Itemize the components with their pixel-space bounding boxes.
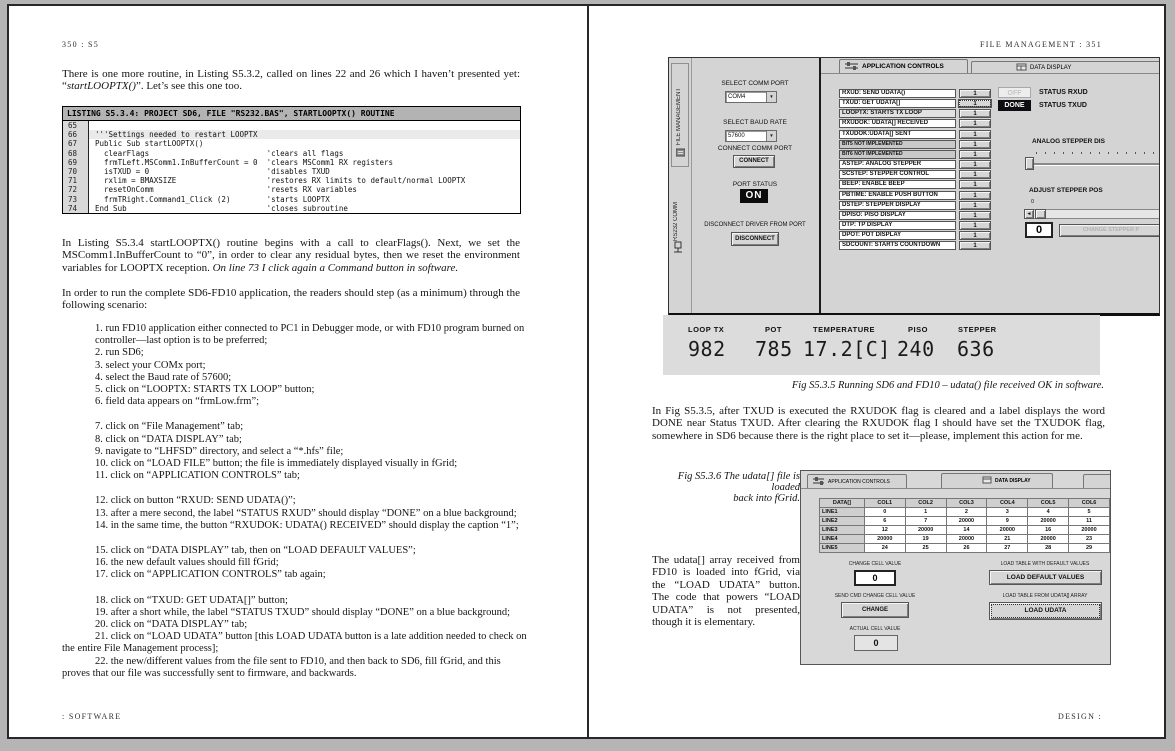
code-line [63,149,520,158]
grid-cell[interactable]: 20000 [946,517,987,526]
command-toggle-button[interactable]: 1 [959,180,991,189]
list-item: 6. field data appears on “frmLow.frm”; [95,396,260,408]
command-label-box: BEEP: ENABLE BEEP [839,180,956,189]
stepper-value: 636 [957,337,995,361]
list-item: 18. click on “TXUD: GET UDATA[]” button; [95,594,288,606]
grid-cell[interactable]: 2 [946,508,987,517]
chevron-down-icon[interactable]: ▼ [766,131,776,141]
right-paragraph-1: In Fig S5.3.5, after TXUD is executed the RXUDOK flag is cleared and a label displays the word DONE near Status TXUD. After clearing the RXUDOK flag I should have set the TXUDOK flag, somewhere in SD6 because there is the right place to set it—please, implement this action for me. [652,405,1105,442]
list-item: 11. click on “APPLICATION CONTROLS” tab; [95,470,300,482]
grid-header-cell: COL5 [1028,499,1069,508]
adjust-stepper-position-label: ADJUST STEPPER POS [1029,187,1103,194]
grid-cell[interactable]: 9 [987,517,1028,526]
list-item: 3. select your COMx port; [95,359,206,371]
grid-cell[interactable]: 3 [987,508,1028,517]
command-toggle-button[interactable]: 1 [959,170,991,179]
application-controls-panel [821,58,1159,313]
tab-data-display-label: DATA DISPLAY [995,478,1031,484]
grid-cell[interactable]: 20000 [946,535,987,544]
grid-row [820,544,1110,553]
command-label-box: RXUD: SEND UDATA() [839,89,956,98]
port-status-label: PORT STATUS [732,181,778,188]
grid-header-cell: COL1 [864,499,905,508]
grid-cell[interactable]: 20000 [864,535,905,544]
tab-stub [1083,474,1111,488]
command-toggle-button[interactable]: 1 [959,211,991,220]
list-item: 14. in the same time, the button “RXUDOK: UDATA() RECEIVED” should display the caption “1”; [95,519,519,531]
paragraph-2-italic: On line 73 I click again a Command button in software. [212,261,459,274]
grid-cell[interactable]: 1 [905,508,946,517]
left-page-header: 350 : S5 [62,40,100,49]
code-listing [62,106,521,214]
load-default-values-label: LOAD TABLE WITH DEFAULT VALUES [1000,561,1090,567]
command-toggle-button[interactable]: 1 [959,150,991,159]
side-tab-strip [669,58,692,313]
list-item: 4. select the Baud rate of 57600; [95,371,232,383]
analog-stepper-ticks [1036,152,1159,154]
grid-cell[interactable]: 16 [1028,526,1069,535]
command-toggle-button[interactable]: 1 [959,119,991,128]
change-cell-value-label: CHANGE CELL VALUE [848,561,902,567]
tab-bar-line [821,73,1159,74]
baud-rate-combobox[interactable] [725,130,777,142]
code-text: isTXUD = 0 'disables TXUD [95,166,330,176]
grid-cell[interactable]: 20000 [1028,517,1069,526]
fgrid-table [819,498,1110,553]
tab-application-controls-label: APPLICATION CONTROLS [862,63,944,70]
scrollbar-thumb[interactable] [1035,209,1046,219]
tab-data-display[interactable] [941,473,1053,488]
analog-stepper-slider[interactable] [1025,163,1159,166]
list-item: 21. click on “LOAD UDATA” button [this LOAD UDATA button is a late addition needed to check on the entire File Management process]; [62,631,527,655]
command-toggle-button[interactable]: 1 [959,109,991,118]
line-number: 66 [63,130,89,139]
pot-label: POT [765,325,782,334]
disconnect-button[interactable]: DISCONNECT [731,232,779,246]
command-toggle-button[interactable]: 1 [959,231,991,240]
command-toggle-button[interactable]: 1 [959,191,991,200]
fig2-caption-line1: Fig S5.3.6 The udata[] file is loaded [677,471,800,493]
grid-cell[interactable]: 27 [987,544,1028,553]
step-group [62,594,528,680]
line-number: 70 [63,167,89,176]
code-line [63,130,520,139]
pot-value: 785 [755,337,793,361]
list-item: 5. click on “LOOPTX: STARTS TX LOOP” button; [95,384,315,396]
status-txud-label: STATUS TXUD [1039,102,1087,109]
side-tab-file-management-label: FILE MANAGEMENT [676,88,682,146]
command-label-box: TXUDOK:UDATA[] SENT [839,130,956,139]
list-item: 7. click on “File Management” tab; [95,421,244,433]
listing-title: LISTING S5.3.4: PROJECT SD6, FILE "RS232.BAS", STARTLOOPTX() ROUTINE [62,106,521,121]
list-item: 17. click on “APPLICATION CONTROLS” tab again; [95,569,326,581]
load-default-values-button[interactable]: LOAD DEFAULT VALUES [989,570,1102,585]
side-tab-file-management[interactable] [671,63,689,167]
baud-rate-value: 57600 [728,133,745,139]
list-item: 12. click on button “RXUD: SEND UDATA()”; [95,495,296,507]
connect-button[interactable]: CONNECT [733,155,775,168]
app-controls-tab-icon [844,61,859,72]
load-udata-button[interactable]: LOAD UDATA [989,602,1102,620]
grid-row-label: LINE2 [820,517,865,526]
line-number: 67 [63,139,89,148]
grid-cell[interactable]: 11 [1069,517,1110,526]
code-line [63,185,520,194]
status-rxud-value: OFF [998,87,1031,98]
step-group [95,495,528,532]
list-item: 8. click on “DATA DISPLAY” tab; [95,433,242,445]
command-toggle-button[interactable]: 1 [959,89,991,98]
list-item: 16. the new default values should fill fGrid; [95,557,279,569]
list-item: 20. click on “DATA DISPLAY” tab; [95,619,248,631]
line-number: 74 [63,204,89,213]
list-item: 22. the new/different values from the file sent to FD10, and then back to SD6, fill fGrid, and this proves that our file was successfully sent to firmware, and backwards. [62,655,501,679]
comm-port-combobox[interactable] [725,91,777,103]
command-label-box: ASTEP: ANALOG STEPPER [839,160,956,169]
page-divider [587,6,589,737]
list-item: 10. click on “LOAD FILE” button; the file is immediately displayed visually in fGrid; [95,458,458,470]
code-text: frmTRight.Command1_Click (2) 'starts LOOPTX [95,194,330,204]
paragraph-2 [62,237,520,274]
fig2-caption-line2: back into fGrid. [733,493,800,504]
grid-cell[interactable]: 23 [1069,535,1110,544]
select-baud-rate-label: SELECT BAUD RATE [723,119,787,126]
list-item: 2. run SD6; [95,347,144,359]
grid-row-label: LINE4 [820,535,865,544]
temperature-value: 17.2[C] [803,337,891,361]
line-number: 65 [63,121,89,130]
actual-cell-value-label: ACTUAL CELL VALUE [849,626,901,632]
command-label-box: BIT5 NOT IMPLEMENTED [839,140,956,149]
grid-cell[interactable]: 7 [905,517,946,526]
code-line [63,121,520,130]
chevron-down-icon[interactable]: ▼ [766,92,776,102]
fig-s536-screenshot [800,470,1111,665]
grid-cell[interactable]: 20000 [905,526,946,535]
load-udata-array-label: LOAD TABLE FROM UDATA[] ARRAY [1002,593,1088,599]
app-controls-tab-icon [812,477,825,487]
connect-comm-port-label: CONNECT COMM PORT [717,145,793,152]
code-text [89,121,520,130]
code-text: End Sub 'closes subroutine [95,203,348,213]
change-cell-value-field[interactable]: 0 [854,570,896,586]
tab-application-controls-label: APPLICATION CONTROLS [828,478,890,485]
grid-cell[interactable]: 20000 [987,526,1028,535]
temperature-label: TEMPERATURE [813,325,876,334]
analog-stepper-display-label: ANALOG STEPPER DIS [1032,138,1105,145]
command-label-box: DSTEP: STEPPER DISPLAY [839,201,956,210]
left-page-footer: : SOFTWARE [62,712,122,721]
tab-bar-line [801,488,1110,489]
fig-s535-screenshot [668,57,1160,316]
listing-body [62,121,521,214]
grid-cell[interactable]: 29 [1069,544,1110,553]
grid-cell[interactable]: 26 [946,544,987,553]
command-toggle-button[interactable]: 1 [959,201,991,210]
grid-row-label: LINE1 [820,508,865,517]
grid-header-cell: DATA[] [820,499,865,508]
stepper-position-value: 0 [1025,222,1053,238]
grid-cell[interactable]: 12 [864,526,905,535]
command-toggle-button[interactable]: 1 [959,221,991,230]
step-group [95,421,528,482]
grid-cell[interactable]: 14 [946,526,987,535]
piso-label: PISO [908,325,928,334]
comm-port-value: COM4 [728,94,746,100]
line-number: 68 [63,149,89,158]
code-text: clearFlags 'clears all flags [95,148,344,158]
side-tab-rs232-comm-label: RS232 COMM [673,202,679,242]
steps-list [62,323,528,693]
status-txud-value: DONE [998,100,1031,111]
select-comm-port-label: SELECT COMM PORT [721,80,789,87]
grid-cell[interactable]: 19 [905,535,946,544]
list-item: 1. run FD10 application either connected to PC1 in Debugger mode, or with FD10 program burned on controller—last option is to be preferred; [95,323,525,347]
paragraph-2-text: In Listing S5.3.4 startLOOPTX() routine begins with a call to clearFlags(). Next, we set the MSComm1.InBufferCount to “0”, in order to clear any residual bytes, then we reset the environment variables for LOOPTX reception. [62,237,520,274]
command-toggle-button[interactable]: 1 [959,140,991,149]
list-item: 15. click on “DATA DISPLAY” tab, then on “LOAD DEFAULT VALUES”; [95,545,416,557]
fig2-caption [658,471,800,504]
right-page-footer: DESIGN : [1058,712,1102,721]
fig1-caption: Fig S5.3.5 Running SD6 and FD10 – udata() file received OK in software. [791,380,1104,391]
book-spread [7,4,1166,739]
command-label-box: LOOPTX: STARTS TX LOOP [839,109,956,118]
tab-application-controls[interactable] [807,474,907,488]
grid-row [820,508,1110,517]
tab-data-display[interactable] [971,61,1159,73]
port-status-value: ON [740,189,768,203]
disconnect-driver-label: DISCONNECT DRIVER FROM PORT [704,222,806,228]
command-toggle-button[interactable]: 1 [959,160,991,169]
grid-header-row [820,499,1110,508]
line-number: 69 [63,158,89,167]
change-stepper-position-button[interactable]: CHANGE STEPPER P [1059,224,1159,237]
list-item: 19. after a short while, the label “STATUS TXUD” should display “DONE” on a blue background; [95,606,511,618]
right-page-header: FILE MANAGEMENT : 351 [979,40,1102,49]
paragraph-3: In order to run the complete SD6-FD10 application, the readers should step (as a minimum) through the following scenario: [62,287,520,312]
side-text: The udata[] array received from FD10 is loaded into fGrid, via the “LOAD UDATA” button. The code that powers “LOAD UDATA” is not presented, though it is elementary. [652,554,800,629]
piso-value: 240 [897,337,935,361]
command-label-box: SCSTEP: STEPPER CONTROL [839,170,956,179]
code-line [63,195,520,204]
code-line [63,167,520,176]
line-number: 71 [63,176,89,185]
command-label-box: RXUDOK: UDATA[] RECEIVED [839,119,956,128]
tab-application-controls[interactable] [839,59,968,73]
intro-italic: startLOOPTX() [66,80,136,93]
code-line [63,139,520,148]
grid-cell[interactable]: 20000 [1069,526,1110,535]
loop-tx-value: 982 [688,337,726,361]
frmlow-values-bar [663,315,1100,375]
command-label-box: BIT6 NOT IMPLEMENTED [839,150,956,159]
grid-header-cell: COL2 [905,499,946,508]
grid-row-label: LINE3 [820,526,865,535]
file-management-tab-icon [676,144,685,162]
change-button[interactable]: CHANGE [841,602,909,618]
stepper-label: STEPPER [958,325,997,334]
grid-cell[interactable]: 21 [987,535,1028,544]
command-label-box: DTP: TP DISPLAY [839,221,956,230]
command-label-box: DPISO: PISO DISPLAY [839,211,956,220]
data-display-tab-icon [1016,63,1027,73]
code-text: '''Settings needed to restart LOOPTX [89,130,520,139]
step-group [95,545,528,582]
code-line [63,204,520,213]
grid-cell[interactable]: 25 [905,544,946,553]
grid-header-cell: COL6 [1069,499,1110,508]
command-toggle-button[interactable]: 1 [959,241,991,250]
analog-stepper-slider-thumb[interactable] [1025,157,1034,170]
command-label-box: SDCOUNT: STARTS COUNTDOWN [839,241,956,250]
grid-cell[interactable]: 24 [864,544,905,553]
send-cmd-change-cell-label: SEND CMD CHANGE CELL VALUE [834,593,916,599]
code-line [63,176,520,185]
data-display-tab-icon [982,476,992,486]
line-number: 73 [63,195,89,204]
grid-cell[interactable]: 20000 [1028,535,1069,544]
command-toggle-button[interactable]: 1 [959,130,991,139]
rs232-comm-tab-icon [673,240,683,258]
grid-cell[interactable]: 5 [1069,508,1110,517]
tab-data-display-label: DATA DISPLAY [1030,64,1072,71]
list-item: 9. navigate to “LHFSD” directory, and select a “*.hfs” file; [95,445,344,457]
command-label-box: PBTIME: ENABLE PUSH BUTTON [839,191,956,200]
grid-row [820,526,1110,535]
intro-text-end: ”. Let’s see this one too. [135,80,242,93]
adjust-scroll-value: 0 [1031,199,1035,205]
line-number: 72 [63,185,89,194]
code-text: resetOnComm 'resets RX variables [95,185,357,195]
grid-cell[interactable]: 28 [1028,544,1069,553]
grid-row [820,535,1110,544]
loop-tx-label: LOOP TX [688,325,725,334]
grid-header-cell: COL3 [946,499,987,508]
scrollbar-left-arrow-icon[interactable]: ◄ [1024,209,1034,219]
comm-port-panel [691,58,819,313]
command-label-box: DPOT: POT DISPLAY [839,231,956,240]
step-group [95,323,528,408]
grid-row-label: LINE5 [820,544,865,553]
grid-cell[interactable]: 4 [1028,508,1069,517]
command-toggle-button[interactable]: 1 [958,99,992,108]
side-tab-rs232-comm[interactable] [669,198,691,278]
status-rxud-label: STATUS RXUD [1039,89,1088,96]
intro-paragraph [62,68,520,93]
code-text: rxlim = BMAXSIZE 'restores RX limits to default/normal LOOPTX [95,176,466,186]
actual-cell-value-field: 0 [854,635,898,651]
command-label-box: TXUD: GET UDATA[] [839,99,956,108]
list-item: 13. after a mere second, the label “STATUS RXUD” should display “DONE” on a blue background; [95,507,517,519]
code-line [63,158,520,167]
code-text: Public Sub startLOOPTX() [95,139,204,149]
grid-cell[interactable]: 6 [864,517,905,526]
intro-text: There is one more routine, in Listing S5.3.2, called on lines 22 and 26 which I haven’t presented yet: “ [62,68,520,93]
grid-header-cell: COL4 [987,499,1028,508]
code-text: frmTLeft.MSComm1.InBufferCount = 0 'clears MSComm1 RX registers [95,157,394,167]
grid-row [820,517,1110,526]
grid-cell[interactable]: 0 [864,508,905,517]
